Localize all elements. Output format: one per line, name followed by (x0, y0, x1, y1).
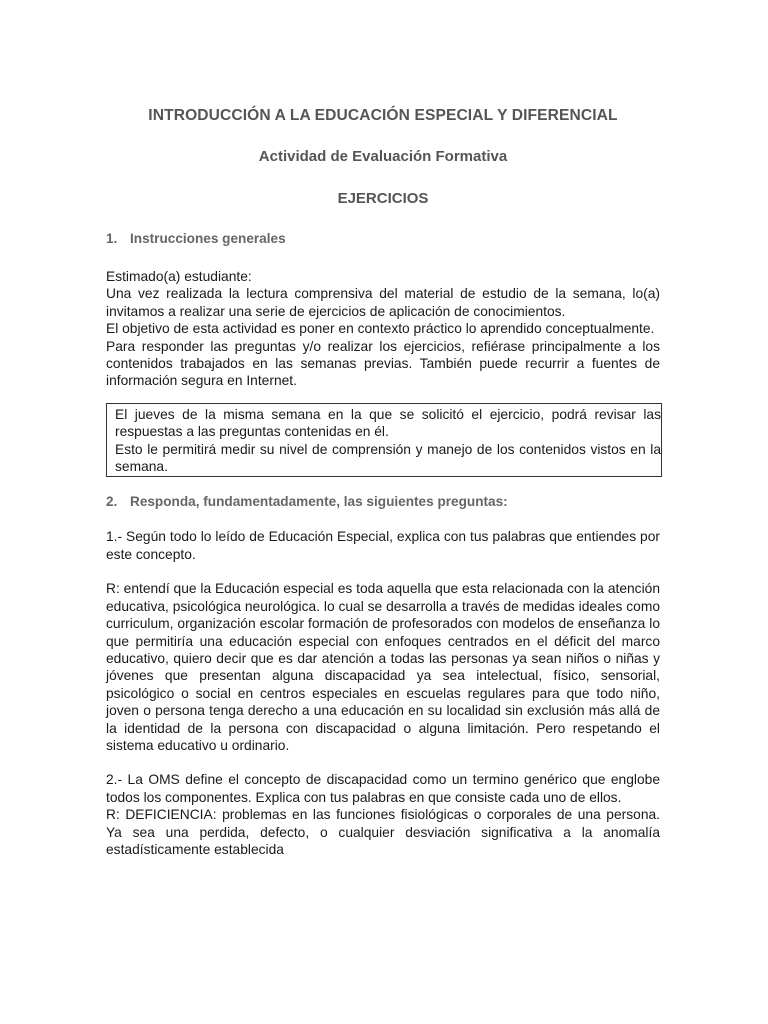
question-2: 2.- La OMS define el concepto de discapacidad como un termino genérico que englobe todos los componentes. Explica con tus palabras en que consiste cada uno de ellos. (106, 772, 660, 805)
instructions-paragraph-2: El objetivo de esta actividad es poner en contexto práctico lo aprendido conceptualmente. (106, 321, 655, 337)
answer-2: R: DEFICIENCIA: problemas en las funciones fisiológicas o corporales de una persona. Ya sea una perdida, defecto, o cualquier desviación significativa a la anomalía estadísticamente establecida (106, 807, 660, 857)
review-notice-box (106, 403, 662, 478)
section-2-heading (106, 493, 660, 511)
document-content (106, 104, 660, 858)
document-subtitle: Actividad de Evaluación Formativa (258, 148, 508, 165)
section-2-title: Responda, fundamentadamente, las siguientes preguntas: (130, 494, 508, 510)
answer-1: R: entendí que la Educación especial es toda aquella que esta relacionada con la atención educativa, psicológica neurológica. lo cual se desarrolla a través de medidas ideales como curriculum, organización escolar formación de profesorados con modelos de enseñanza lo que permitiría una educación especial con enfoques centrados en el déficit del marco educativo, quiero decir que es dar atención a todas las personas ya sean niños o niñas y jóvenes que presentan alguna discapacidad ya sea intelectual, físico, sensorial, psicológico o social en centros especiales en escuelas regulares para que todo niño, joven o persona tenga derecho a una educación en su localidad sin exclusión más allá de la identidad de la persona con discapacidad o alguna limitación. Pero respetando el sistema educativo u ordinario. (106, 581, 660, 753)
section-1-title: Instrucciones generales (130, 231, 286, 246)
document-title: INTRODUCCIÓN A LA EDUCACIÓN ESPECIAL Y DIFERENCIAL (148, 107, 618, 124)
question-1: 1.- Según todo lo leído de Educación Especial, explica con tus palabras que entiendes por este concepto. (106, 529, 660, 562)
section-1-heading (106, 230, 660, 248)
instructions-paragraph-3: Para responder las preguntas y/o realizar los ejercicios, refiérase principalmente a los contenidos trabajados en las semanas previas. También puede recurrir a fuentes de información segura en Internet. (106, 338, 660, 389)
instructions-paragraph-1: Una vez realizada la lectura comprensiva del material de estudio de la semana, lo(a) invitamos a realizar una serie de ejercicios de aplicación de conocimientos. (106, 286, 660, 319)
section-2-number: 2. (106, 494, 118, 510)
section-1-number: 1. (106, 231, 118, 246)
instructions-block (106, 268, 660, 390)
greeting-line: Estimado(a) estudiante: (106, 269, 252, 284)
review-notice-line-1: El jueves de la misma semana en la que se solicitó el ejercicio, podrá revisar las respuestas a las preguntas contenidas en él. (115, 406, 661, 440)
exercises-heading: EJERCICIOS (337, 190, 429, 207)
review-notice-line-2: Esto le permitirá medir su nivel de comprensión y manejo de los contenidos vistos en la semana. (115, 441, 661, 475)
